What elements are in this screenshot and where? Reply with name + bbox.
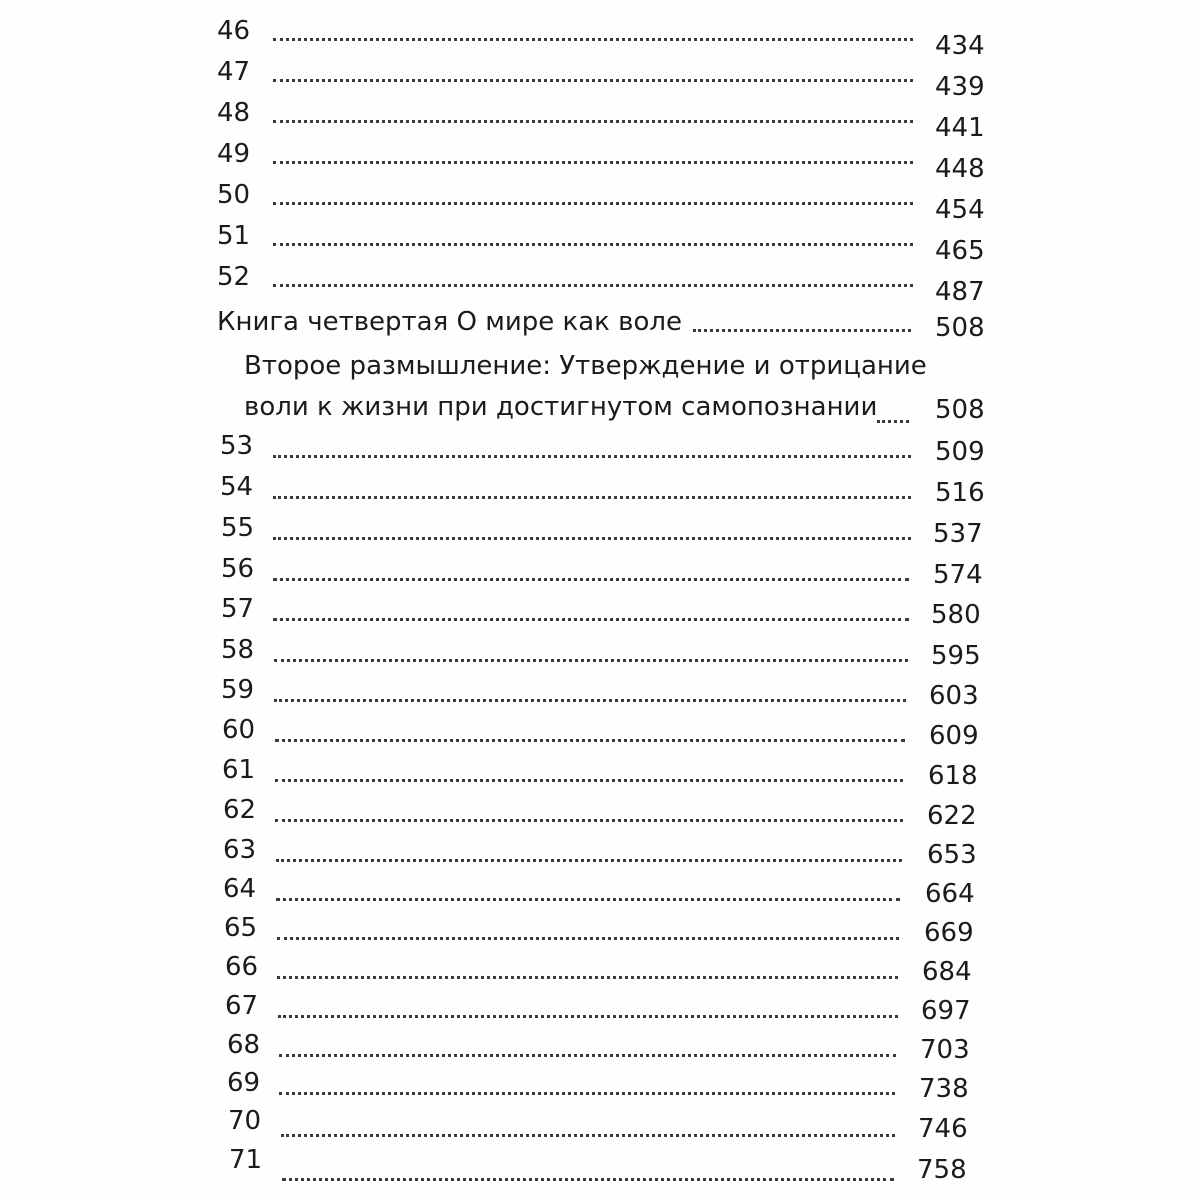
entry-page: 580 bbox=[931, 600, 981, 630]
dot-leader bbox=[274, 659, 908, 662]
entry-number: 59 bbox=[221, 675, 255, 705]
dot-leader bbox=[275, 779, 903, 782]
entry-number: 52 bbox=[217, 262, 251, 292]
entry-number: 51 bbox=[217, 221, 251, 251]
entry-number: 50 bbox=[217, 180, 251, 210]
entry-number: 70 bbox=[228, 1106, 262, 1136]
entry-page: 622 bbox=[927, 801, 977, 831]
entry-number: 58 bbox=[221, 635, 255, 665]
dot-leader bbox=[693, 329, 911, 332]
dot-leader bbox=[275, 819, 903, 822]
entry-number: 64 bbox=[223, 874, 257, 904]
dot-leader bbox=[282, 1178, 894, 1181]
entry-page: 516 bbox=[935, 478, 985, 508]
entry-page: 509 bbox=[935, 437, 985, 467]
book-page: 508 bbox=[935, 313, 985, 343]
section-title-line-2: воли к жизни при достигнутом самопознании bbox=[244, 392, 878, 422]
entry-page: 441 bbox=[935, 113, 985, 143]
entry-number: 48 bbox=[217, 98, 251, 128]
entry-page: 703 bbox=[920, 1035, 970, 1065]
entry-page: 618 bbox=[928, 761, 978, 791]
entry-number: 68 bbox=[227, 1030, 261, 1060]
entry-number: 53 bbox=[220, 431, 254, 461]
entry-number: 66 bbox=[225, 952, 259, 982]
entry-number: 62 bbox=[223, 795, 257, 825]
entry-page: 439 bbox=[935, 72, 985, 102]
entry-number: 54 bbox=[220, 472, 254, 502]
dot-leader bbox=[273, 537, 911, 540]
toc-book-four bbox=[0, 292, 1200, 348]
entry-number: 60 bbox=[222, 715, 256, 745]
entry-page: 669 bbox=[924, 918, 974, 948]
entry-page: 697 bbox=[921, 996, 971, 1026]
dot-leader bbox=[274, 699, 906, 702]
entry-number: 55 bbox=[221, 513, 255, 543]
dot-leader bbox=[273, 496, 911, 499]
entry-page: 653 bbox=[927, 840, 977, 870]
entry-page: 603 bbox=[929, 681, 979, 711]
dot-leader bbox=[273, 284, 913, 287]
entry-number: 63 bbox=[223, 835, 257, 865]
dot-leader bbox=[273, 578, 909, 581]
entry-page: 738 bbox=[919, 1074, 969, 1104]
dot-leader bbox=[275, 739, 905, 742]
section-title-line-1: Второе размышление: Утверждение и отрицание bbox=[244, 351, 927, 381]
toc-entry-71 bbox=[0, 1133, 1200, 1193]
entry-page: 574 bbox=[933, 560, 983, 590]
entry-page: 537 bbox=[933, 519, 983, 549]
entry-number: 57 bbox=[221, 594, 255, 624]
entry-page: 465 bbox=[935, 236, 985, 266]
entry-number: 49 bbox=[217, 139, 251, 169]
section-page: 508 bbox=[935, 395, 985, 425]
entry-page: 448 bbox=[935, 154, 985, 184]
entry-page: 758 bbox=[917, 1155, 967, 1185]
entry-page: 487 bbox=[935, 277, 985, 307]
entry-number: 61 bbox=[222, 755, 256, 785]
entry-page: 434 bbox=[935, 31, 985, 61]
dot-leader bbox=[273, 618, 909, 621]
entry-page: 609 bbox=[929, 721, 979, 751]
book-title: Книга четвертая О мире как воле bbox=[217, 307, 682, 337]
dot-leader bbox=[273, 455, 911, 458]
entry-number: 71 bbox=[229, 1145, 263, 1175]
entry-page: 746 bbox=[918, 1114, 968, 1144]
entry-number: 47 bbox=[217, 57, 251, 87]
entry-number: 69 bbox=[227, 1068, 261, 1098]
entry-number: 46 bbox=[217, 16, 251, 46]
entry-page: 595 bbox=[931, 641, 981, 671]
entry-number: 67 bbox=[225, 991, 259, 1021]
entry-number: 65 bbox=[224, 913, 258, 943]
entry-page: 454 bbox=[935, 195, 985, 225]
entry-number: 56 bbox=[221, 554, 255, 584]
entry-page: 664 bbox=[925, 879, 975, 909]
entry-page: 684 bbox=[922, 957, 972, 987]
